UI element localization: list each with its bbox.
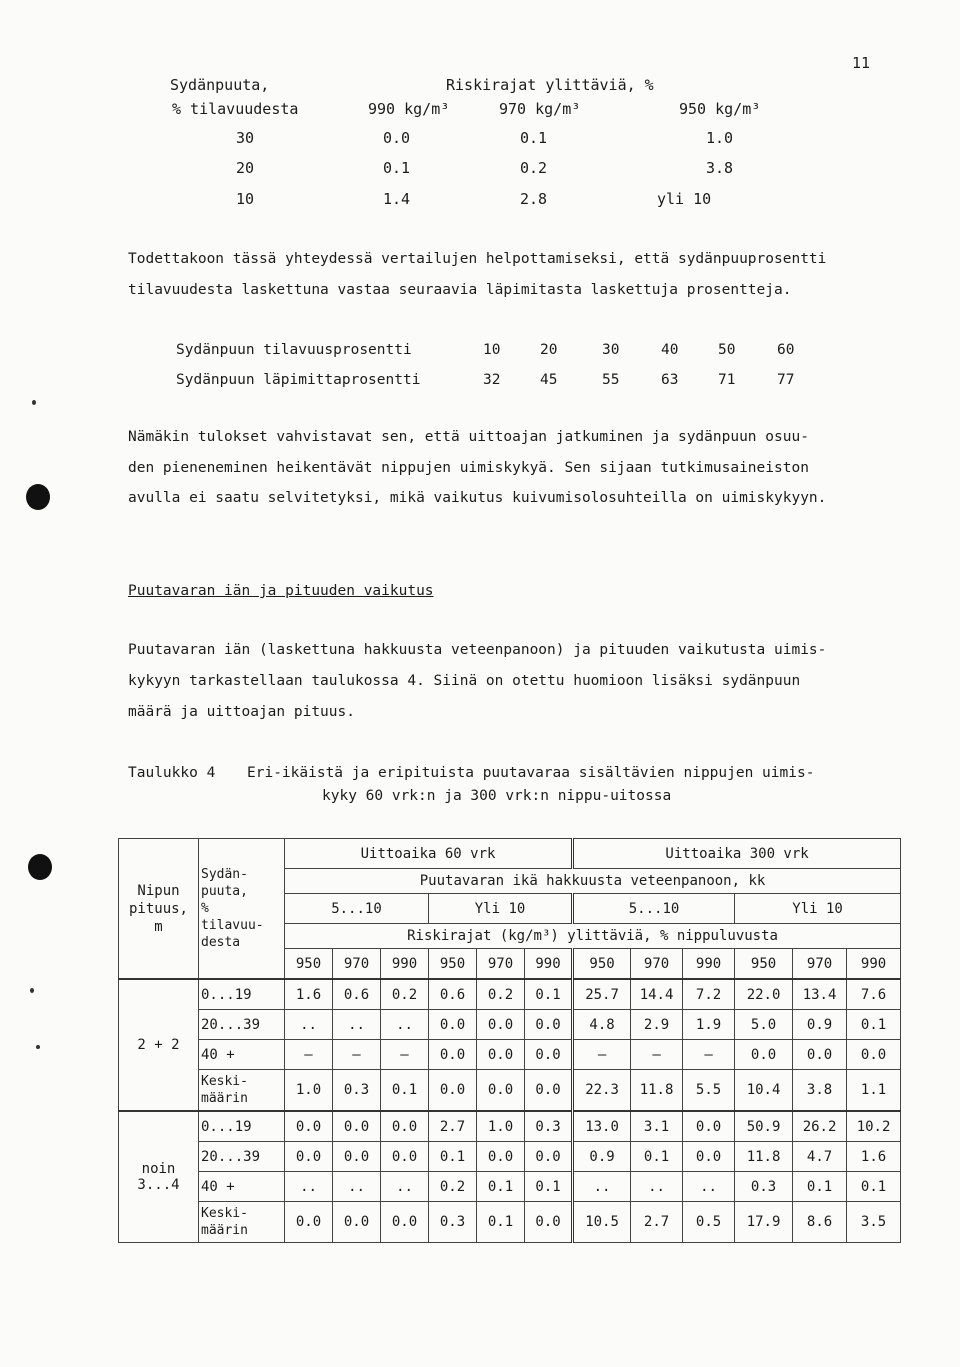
value-cell: 0.0 <box>683 1111 735 1142</box>
value-cell: 0.0 <box>847 1040 901 1070</box>
header-floating-time-60: Uittoaika 60 vrk <box>285 839 573 869</box>
value-cell: 0.3 <box>333 1070 381 1112</box>
value-cell: 25.7 <box>573 979 631 1010</box>
value-cell: 7.6 <box>847 979 901 1010</box>
value-cell: 22.0 <box>735 979 793 1010</box>
table1-cell: 20 <box>236 159 255 177</box>
paragraph-line: avulla ei saatu selvitetyksi, mikä vaikutus kuivumisolosuhteilla on uimiskykyyn. <box>128 490 827 506</box>
value-cell: .. <box>381 1010 429 1040</box>
value-cell: 3.1 <box>631 1111 683 1142</box>
header-floating-time-300: Uittoaika 300 vrk <box>573 839 901 869</box>
value-cell: 0.3 <box>735 1172 793 1202</box>
table-row <box>119 979 901 1010</box>
margin-speck <box>30 988 34 993</box>
value-cell: 13.4 <box>793 979 847 1010</box>
value-cell: 5.0 <box>735 1010 793 1040</box>
table1-cell: 30 <box>236 129 255 147</box>
value-cell: 0.3 <box>525 1111 573 1142</box>
header-risk-col: 970 <box>631 949 683 980</box>
table2-row-label: Sydänpuun tilavuusprosentti <box>176 342 412 358</box>
value-cell: .. <box>285 1010 333 1040</box>
header-age-group: Yli 10 <box>735 894 901 924</box>
value-cell: — <box>333 1040 381 1070</box>
paragraph-line: tilavuudesta laskettuna vastaa seuraavia läpimitasta laskettuja prosentteja. <box>128 282 792 298</box>
table2-cell: 32 <box>483 372 501 388</box>
table1-cell: 1.4 <box>383 190 411 208</box>
punch-hole-mark-bottom <box>28 854 52 880</box>
value-cell: 0.1 <box>793 1172 847 1202</box>
header-risk-col: 990 <box>683 949 735 980</box>
margin-speck <box>32 400 36 405</box>
table1-cell: 3.8 <box>706 159 734 177</box>
table1-cell: 0.1 <box>383 159 411 177</box>
value-cell: 0.0 <box>285 1142 333 1172</box>
value-cell: 4.8 <box>573 1010 631 1040</box>
table1-cell: yli 10 <box>657 190 712 208</box>
value-cell: 0.1 <box>429 1142 477 1172</box>
value-cell: .. <box>573 1172 631 1202</box>
paragraph-line: den pieneneminen heikentävät nippujen uimiskykyä. Sen sijaan tutkimusaineiston <box>128 460 809 476</box>
header-text: m <box>154 918 163 935</box>
table-row <box>119 1202 901 1243</box>
value-cell: 0.0 <box>525 1040 573 1070</box>
table4 <box>118 838 901 1243</box>
header-age-group: 5...10 <box>573 894 735 924</box>
value-cell: 2.7 <box>631 1202 683 1243</box>
value-cell: 0.1 <box>847 1172 901 1202</box>
table4-caption-line: kyky 60 vrk:n ja 300 vrk:n nippu-uitossa <box>322 788 672 804</box>
value-cell: — <box>381 1040 429 1070</box>
table4-caption-label: Taulukko 4 <box>128 765 216 781</box>
header-text: puuta, <box>201 884 248 899</box>
table2-cell: 63 <box>661 372 679 388</box>
header-text: desta <box>201 935 241 950</box>
value-cell: .. <box>381 1172 429 1202</box>
value-cell: 0.1 <box>525 1172 573 1202</box>
value-cell: — <box>631 1040 683 1070</box>
header-risk-col: 950 <box>429 949 477 980</box>
value-cell: 0.5 <box>683 1202 735 1243</box>
value-cell: 22.3 <box>573 1070 631 1112</box>
value-cell: 0.0 <box>429 1070 477 1112</box>
table2-cell: 77 <box>777 372 795 388</box>
value-cell: 0.0 <box>381 1202 429 1243</box>
value-cell: 0.6 <box>333 979 381 1010</box>
value-cell: 0.0 <box>525 1142 573 1172</box>
table-row <box>119 1070 901 1112</box>
value-cell: 0.0 <box>381 1111 429 1142</box>
value-cell: 10.2 <box>847 1111 901 1142</box>
header-text: Nipun <box>137 882 180 899</box>
value-cell: 10.4 <box>735 1070 793 1112</box>
header-risk-col: 990 <box>525 949 573 980</box>
value-cell: 0.0 <box>333 1111 381 1142</box>
heartwood-class-cell: Keski- määrin <box>199 1202 285 1243</box>
header-risk-col: 950 <box>573 949 631 980</box>
value-cell: 3.8 <box>793 1070 847 1112</box>
table1-group-head: Riskirajat ylittäviä, % <box>446 76 654 94</box>
value-cell: 50.9 <box>735 1111 793 1142</box>
table2-cell: 55 <box>602 372 620 388</box>
table1-col-head: 950 kg/m³ <box>679 100 761 118</box>
table1-cell: 1.0 <box>706 129 734 147</box>
value-cell: 0.9 <box>573 1142 631 1172</box>
table1-cell: 0.0 <box>383 129 411 147</box>
table-row <box>119 1010 901 1040</box>
value-cell: 0.0 <box>429 1010 477 1040</box>
value-cell: 11.8 <box>735 1142 793 1172</box>
value-cell: — <box>285 1040 333 1070</box>
value-cell: 0.0 <box>285 1202 333 1243</box>
header-age-group: Yli 10 <box>429 894 573 924</box>
value-cell: 0.0 <box>333 1142 381 1172</box>
value-cell: 0.1 <box>847 1010 901 1040</box>
value-cell: 0.9 <box>793 1010 847 1040</box>
value-cell: 1.6 <box>285 979 333 1010</box>
header-bundle-length <box>119 839 199 980</box>
value-cell: — <box>683 1040 735 1070</box>
table1-col1-head: % tilavuudesta <box>172 100 299 118</box>
value-cell: 11.8 <box>631 1070 683 1112</box>
value-cell: 0.0 <box>525 1202 573 1243</box>
table2-cell: 71 <box>718 372 736 388</box>
value-cell: 0.1 <box>525 979 573 1010</box>
table2-cell: 20 <box>540 342 558 358</box>
header-risk-limits: Riskirajat (kg/m³) ylittäviä, % nippuluvusta <box>285 924 901 949</box>
paragraph-line: Nämäkin tulokset vahvistavat sen, että uittoajan jatkuminen ja sydänpuun osuu- <box>128 429 809 445</box>
heartwood-class-cell: Keski- määrin <box>199 1070 285 1112</box>
paragraph-line: määrä ja uittoajan pituus. <box>128 704 355 720</box>
table1-cell: 2.8 <box>520 190 548 208</box>
header-risk-col: 950 <box>285 949 333 980</box>
header-age-group: 5...10 <box>285 894 429 924</box>
header-risk-col: 950 <box>735 949 793 980</box>
bundle-length-cell: noin 3...4 <box>119 1111 199 1243</box>
bundle-length-cell: 2 + 2 <box>119 979 199 1111</box>
value-cell: 0.0 <box>429 1040 477 1070</box>
value-cell: 0.0 <box>285 1111 333 1142</box>
paragraph-line: kykyyn tarkastellaan taulukossa 4. Siinä on otettu huomioon lisäksi sydänpuun <box>128 673 801 689</box>
value-cell: .. <box>333 1172 381 1202</box>
table2-cell: 30 <box>602 342 620 358</box>
value-cell: 1.0 <box>285 1070 333 1112</box>
table2-cell: 10 <box>483 342 501 358</box>
table1-col-head: 990 kg/m³ <box>368 100 450 118</box>
value-cell: 0.0 <box>525 1070 573 1112</box>
value-cell: 0.3 <box>429 1202 477 1243</box>
value-cell: 0.2 <box>381 979 429 1010</box>
header-wood-age: Puutavaran ikä hakkuusta veteenpanoon, kk <box>285 869 901 894</box>
header-risk-col: 970 <box>477 949 525 980</box>
header-text: tilavuu- <box>201 918 264 933</box>
value-cell: .. <box>631 1172 683 1202</box>
table-row <box>119 1040 901 1070</box>
table1-col1-head: Sydänpuuta, <box>170 76 270 94</box>
section-heading: Puutavaran iän ja pituuden vaikutus <box>128 583 434 599</box>
paragraph-line: Todettakoon tässä yhteydessä vertailujen helpottamiseksi, että sydänpuuprosentti <box>128 251 827 267</box>
punch-hole-mark-top <box>26 484 50 510</box>
heartwood-class-cell: 40 + <box>199 1172 285 1202</box>
header-risk-col: 990 <box>847 949 901 980</box>
table4-caption-line: Eri-ikäistä ja eripituista puutavaraa sisältävien nippujen uimis- <box>247 765 815 781</box>
table1-cell: 10 <box>236 190 255 208</box>
value-cell: 7.2 <box>683 979 735 1010</box>
heartwood-class-cell: 0...19 <box>199 1111 285 1142</box>
value-cell: 0.2 <box>429 1172 477 1202</box>
value-cell: 0.2 <box>477 979 525 1010</box>
value-cell: 0.0 <box>525 1010 573 1040</box>
margin-speck <box>36 1045 40 1049</box>
value-cell: 0.0 <box>683 1142 735 1172</box>
value-cell: 3.5 <box>847 1202 901 1243</box>
heartwood-class-cell: 20...39 <box>199 1010 285 1040</box>
value-cell: 1.9 <box>683 1010 735 1040</box>
header-text: Sydän- <box>201 867 248 882</box>
header-text: pituus, <box>128 900 188 917</box>
value-cell: 0.0 <box>477 1040 525 1070</box>
value-cell: 13.0 <box>573 1111 631 1142</box>
table2-cell: 50 <box>718 342 736 358</box>
table-row <box>119 1172 901 1202</box>
table1-cell: 0.1 <box>520 129 548 147</box>
table-row <box>119 1142 901 1172</box>
value-cell: 0.1 <box>381 1070 429 1112</box>
value-cell: .. <box>285 1172 333 1202</box>
header-risk-col: 970 <box>793 949 847 980</box>
table2-cell: 45 <box>540 372 558 388</box>
heartwood-class-cell: 0...19 <box>199 979 285 1010</box>
value-cell: 0.0 <box>477 1070 525 1112</box>
page-number: 11 <box>852 54 871 72</box>
paragraph-line: Puutavaran iän (laskettuna hakkuusta veteenpanoon) ja pituuden vaikutusta uimis- <box>128 642 827 658</box>
value-cell: 4.7 <box>793 1142 847 1172</box>
table4-body <box>119 979 901 1243</box>
value-cell: 0.0 <box>793 1040 847 1070</box>
value-cell: .. <box>683 1172 735 1202</box>
value-cell: 1.1 <box>847 1070 901 1112</box>
value-cell: .. <box>333 1010 381 1040</box>
heartwood-class-cell: 20...39 <box>199 1142 285 1172</box>
header-risk-col: 990 <box>381 949 429 980</box>
header-risk-col: 970 <box>333 949 381 980</box>
value-cell: 5.5 <box>683 1070 735 1112</box>
value-cell: 0.1 <box>477 1172 525 1202</box>
value-cell: 2.7 <box>429 1111 477 1142</box>
value-cell: 0.0 <box>381 1142 429 1172</box>
table2-row-label: Sydänpuun läpimittaprosentti <box>176 372 421 388</box>
header-heartwood <box>199 839 285 980</box>
value-cell: 0.1 <box>631 1142 683 1172</box>
table2-cell: 40 <box>661 342 679 358</box>
value-cell: 2.9 <box>631 1010 683 1040</box>
value-cell: 1.6 <box>847 1142 901 1172</box>
value-cell: 17.9 <box>735 1202 793 1243</box>
table1-col-head: 970 kg/m³ <box>499 100 581 118</box>
table2-cell: 60 <box>777 342 795 358</box>
value-cell: 26.2 <box>793 1111 847 1142</box>
value-cell: 1.0 <box>477 1111 525 1142</box>
heartwood-class-cell: 40 + <box>199 1040 285 1070</box>
value-cell: 0.0 <box>333 1202 381 1243</box>
value-cell: — <box>573 1040 631 1070</box>
value-cell: 8.6 <box>793 1202 847 1243</box>
table1-cell: 0.2 <box>520 159 548 177</box>
value-cell: 14.4 <box>631 979 683 1010</box>
value-cell: 0.0 <box>477 1010 525 1040</box>
value-cell: 10.5 <box>573 1202 631 1243</box>
table-row <box>119 1111 901 1142</box>
header-text: % <box>201 901 209 916</box>
value-cell: 0.6 <box>429 979 477 1010</box>
value-cell: 0.1 <box>477 1202 525 1243</box>
value-cell: 0.0 <box>477 1142 525 1172</box>
value-cell: 0.0 <box>735 1040 793 1070</box>
